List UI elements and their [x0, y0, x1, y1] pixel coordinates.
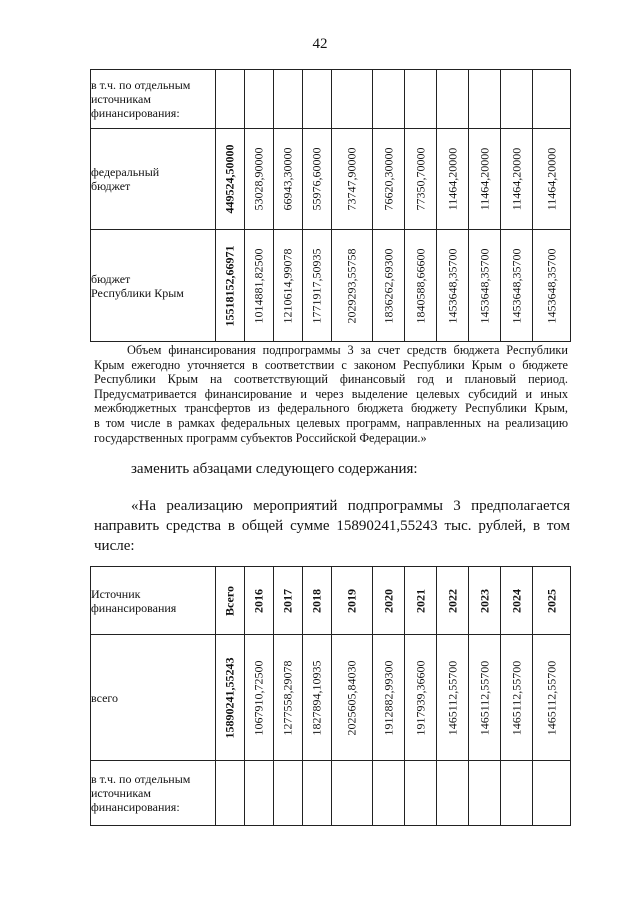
cell-value: 11464,20000 — [445, 147, 459, 211]
cell-value: 1465112,55700 — [445, 660, 459, 735]
year-label: 2022 — [445, 588, 459, 613]
year-label: 2019 — [344, 588, 359, 613]
year-label: 2025 — [544, 588, 558, 613]
value-cell — [437, 129, 469, 230]
value-cell — [437, 761, 469, 826]
cell-value: 1067910,72500 — [251, 660, 266, 735]
row-label — [91, 761, 216, 826]
paragraph-line: в том числе в рамках федеральных целевых программ, направленных на реализацию — [94, 415, 568, 430]
paragraph-line: Крым ежегодно уточняется в соответствии с законом Республики Крым о бюджете — [94, 357, 568, 372]
cell-value: 55976,60000 — [309, 147, 324, 211]
value-cell — [274, 635, 303, 761]
value-cell — [405, 230, 437, 342]
table-row — [91, 129, 571, 230]
header-year — [332, 567, 373, 635]
label-line: всего — [91, 690, 119, 705]
label-line: финансирования — [91, 600, 177, 615]
year-label: 2023 — [477, 588, 491, 613]
value-cell — [274, 761, 303, 826]
cell-value: 11464,20000 — [544, 147, 558, 211]
year-label: 2016 — [251, 588, 266, 613]
total-cell — [216, 129, 245, 230]
cell-value: 1827894,10935 — [309, 660, 324, 735]
header-year — [373, 567, 405, 635]
cell-value: 76620,30000 — [381, 147, 395, 211]
cell-value: 2029293,55758 — [344, 248, 359, 323]
row-label — [91, 70, 216, 129]
value-cell — [469, 129, 501, 230]
financing-note-paragraph — [94, 343, 568, 445]
header-year — [405, 567, 437, 635]
value-cell — [501, 761, 533, 826]
cell-value: 1453648,35700 — [509, 248, 523, 323]
header-year — [501, 567, 533, 635]
cell-value: 53028,90000 — [251, 147, 266, 211]
value-cell — [332, 230, 373, 342]
header-total-label: Всего — [222, 585, 237, 616]
value-cell — [437, 230, 469, 342]
value-cell — [437, 70, 469, 129]
value-cell — [469, 230, 501, 342]
value-cell — [373, 129, 405, 230]
value-cell — [405, 761, 437, 826]
header-year — [469, 567, 501, 635]
cell-value: 1453648,35700 — [544, 248, 558, 323]
value-cell — [274, 129, 303, 230]
row-label — [91, 129, 216, 230]
header-year — [437, 567, 469, 635]
row-label — [91, 230, 216, 342]
page-number: 42 — [312, 36, 328, 52]
label-line: Республики Крым — [91, 285, 184, 300]
paragraph-line: Предусматривается финансирование и через выделение целевых субсидий и иных — [94, 386, 568, 401]
paragraph-line: «На реализацию мероприятий подпрограммы 3 предполагается — [131, 498, 570, 514]
label-line: бюджет — [91, 271, 131, 286]
cell-value: 1453648,35700 — [445, 248, 459, 323]
value-cell — [533, 635, 571, 761]
value-cell — [533, 70, 571, 129]
cell-value: 1836262,69300 — [381, 248, 395, 323]
value-cell — [245, 230, 274, 342]
table-row — [91, 70, 571, 129]
value-cell — [533, 129, 571, 230]
cell-value: 1912882,99300 — [381, 660, 395, 735]
paragraph-line: числе: — [94, 538, 135, 554]
cell-value: 11464,20000 — [509, 147, 523, 211]
cell-value: 66943,30000 — [280, 147, 295, 211]
value-cell — [332, 70, 373, 129]
table-row — [91, 635, 571, 761]
year-label: 2020 — [381, 588, 395, 613]
total-value: 15890241,55243 — [222, 657, 237, 738]
value-cell — [373, 761, 405, 826]
total-cell — [216, 761, 245, 826]
cell-value: 1465112,55700 — [509, 660, 523, 735]
value-cell — [245, 70, 274, 129]
value-cell — [303, 129, 332, 230]
value-cell — [373, 70, 405, 129]
value-cell — [405, 129, 437, 230]
total-cell — [216, 230, 245, 342]
label-line: источникам — [91, 92, 151, 106]
label-line: в т.ч. по отдельным — [91, 772, 191, 786]
value-cell — [332, 761, 373, 826]
cell-value: 1917939,36600 — [413, 660, 427, 735]
total-value: 449524,50000 — [222, 144, 237, 214]
value-cell — [501, 230, 533, 342]
year-label: 2024 — [509, 588, 523, 613]
cell-value: 73747,90000 — [344, 147, 359, 211]
value-cell — [437, 635, 469, 761]
cell-value: 1210614,99078 — [280, 248, 295, 323]
label-line: финансирования: — [91, 800, 180, 814]
value-cell — [469, 761, 501, 826]
paragraph-line: направить средства в общей сумме 15890241,55243 тыс. рублей, в том — [94, 518, 570, 534]
header-label — [91, 567, 216, 635]
paragraph-line: Республики Крым на соответствующий финансовый год и плановый период. — [94, 372, 568, 387]
value-cell — [501, 70, 533, 129]
table-row — [91, 761, 571, 826]
value-cell — [303, 761, 332, 826]
value-cell — [303, 635, 332, 761]
header-year — [303, 567, 332, 635]
paragraph-line: межбюджетных трансфертов из федерального бюджета бюджету Республики Крым, — [94, 401, 568, 416]
value-cell — [533, 230, 571, 342]
table-header-row — [91, 567, 571, 635]
value-cell — [501, 635, 533, 761]
paragraph-line: Объем финансирования подпрограммы 3 за счет средств бюджета Республики — [127, 343, 568, 357]
header-year — [245, 567, 274, 635]
label-line: бюджет — [91, 179, 131, 193]
cell-value: 2025605,84030 — [344, 660, 359, 735]
funding-table-new — [90, 566, 571, 826]
cell-value: 77350,70000 — [413, 147, 427, 211]
total-cell — [216, 70, 245, 129]
cell-value: 1014881,82500 — [251, 248, 266, 323]
year-label: 2018 — [309, 588, 324, 613]
cell-value: 1277558,29078 — [280, 660, 295, 735]
replace-instruction: заменить абзацами следующего содержания: — [131, 461, 418, 477]
funding-table-continued — [90, 69, 571, 342]
total-cell — [216, 635, 245, 761]
year-label: 2021 — [413, 588, 427, 613]
table-row — [91, 230, 571, 342]
label-line: в т.ч. по отдельным — [91, 78, 191, 92]
cell-value: 1465112,55700 — [477, 660, 491, 735]
cell-value: 1771917,50935 — [309, 248, 324, 323]
value-cell — [274, 70, 303, 129]
value-cell — [373, 230, 405, 342]
paragraph-line: государственных программ субъектов Российской Федерации.» — [94, 430, 427, 445]
year-label: 2017 — [280, 588, 295, 613]
label-line: федеральный — [91, 165, 160, 179]
value-cell — [373, 635, 405, 761]
total-value: 15518152,66971 — [222, 245, 237, 326]
value-cell — [469, 635, 501, 761]
header-year — [533, 567, 571, 635]
value-cell — [469, 70, 501, 129]
cell-value: 11464,20000 — [477, 147, 491, 211]
label-line: источникам — [91, 786, 151, 800]
header-total — [216, 567, 245, 635]
label-line: финансирования: — [91, 106, 180, 120]
cell-value: 1465112,55700 — [544, 660, 558, 735]
value-cell — [245, 635, 274, 761]
label-line: Источник — [91, 586, 141, 601]
row-label — [91, 635, 216, 761]
value-cell — [405, 70, 437, 129]
value-cell — [274, 230, 303, 342]
value-cell — [245, 129, 274, 230]
value-cell — [501, 129, 533, 230]
cell-value: 1840588,66600 — [413, 248, 427, 323]
value-cell — [533, 761, 571, 826]
value-cell — [303, 230, 332, 342]
cell-value: 1453648,35700 — [477, 248, 491, 323]
value-cell — [332, 635, 373, 761]
value-cell — [303, 70, 332, 129]
header-year — [274, 567, 303, 635]
value-cell — [405, 635, 437, 761]
value-cell — [245, 761, 274, 826]
intro-paragraph — [94, 496, 570, 556]
value-cell — [332, 129, 373, 230]
